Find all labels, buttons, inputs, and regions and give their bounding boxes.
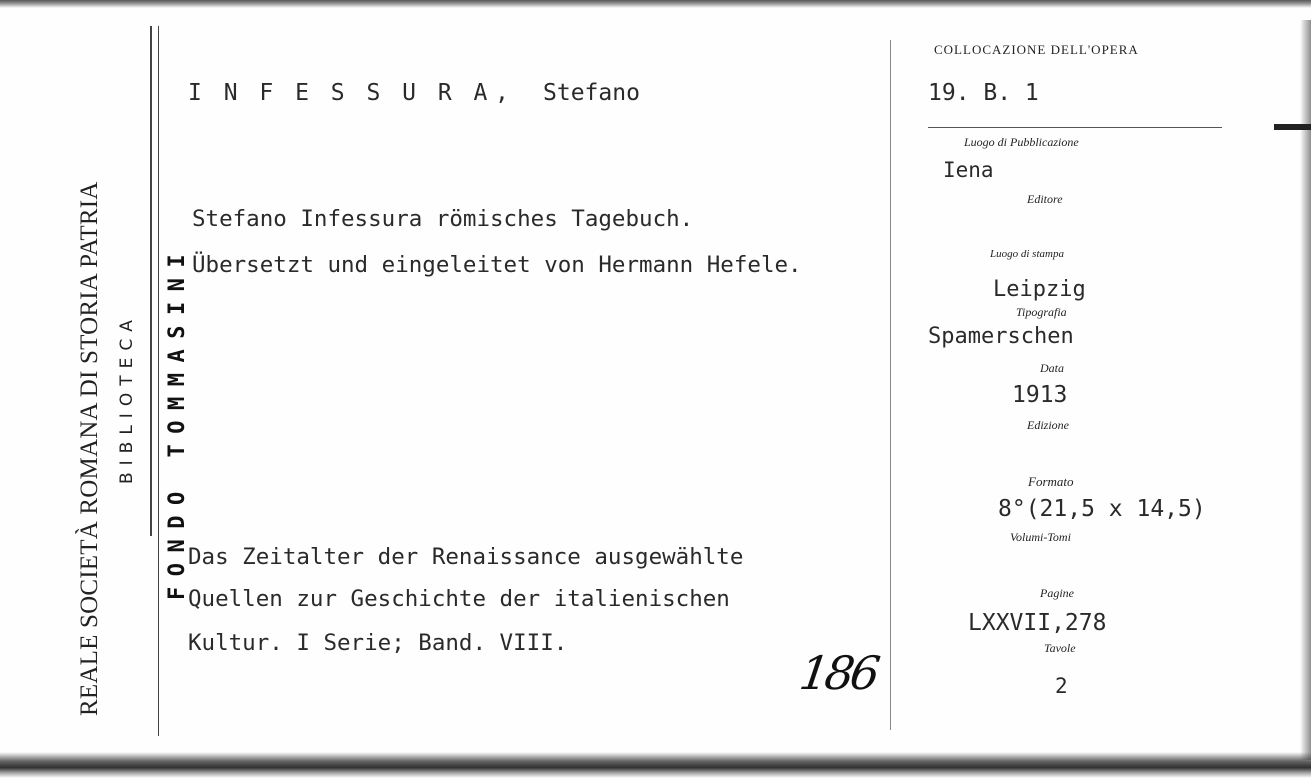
collocation-value: 19. B. 1 — [928, 80, 1039, 106]
library-name: BIBLIOTECA — [117, 313, 137, 484]
scan-edge-right — [1300, 20, 1311, 760]
pages-label: Pagine — [1040, 586, 1074, 600]
author-first-name: Stefano — [543, 80, 640, 106]
society-name: REALE SOCIETÀ ROMANA DI STORIA PATRIA — [76, 181, 103, 716]
author-comma: , — [495, 80, 509, 106]
date-value: 1913 — [1012, 382, 1068, 408]
scan-edge-bottom — [0, 752, 1311, 778]
printer-value: Spamerschen — [928, 324, 1074, 349]
edition-label: Edizione — [1027, 418, 1069, 432]
place-label: Luogo di Pubblicazione — [964, 135, 1079, 149]
series-line-3: Kultur. I Serie; Band. VIII. — [188, 630, 568, 656]
series-line-1: Das Zeitalter der Renaissance ausgewählte — [188, 544, 744, 570]
title-line-1: Stefano Infessura römisches Tagebuch. — [192, 206, 694, 232]
date-label: Data — [1040, 361, 1064, 375]
format-value: 8°(21,5 x 14,5) — [998, 496, 1206, 522]
place-value: Iena — [943, 158, 994, 182]
collocation-label: COLLOCAZIONE DELL'OPERA — [934, 42, 1139, 57]
spine-rule-right — [158, 26, 159, 736]
scan-edge-top — [0, 0, 1311, 8]
scan-mark-right — [1274, 124, 1311, 130]
collocation-rule — [928, 127, 1222, 128]
print-place-value: Leipzig — [993, 277, 1086, 302]
publisher-label: Editore — [1027, 192, 1063, 206]
series-line-2: Quellen zur Geschichte der italienischen — [188, 586, 730, 612]
print-place-label: Luogo di stampa — [990, 248, 1064, 260]
plates-label: Tavole — [1044, 641, 1076, 655]
format-label: Formato — [1028, 474, 1074, 489]
printer-label: Tipografia — [1016, 305, 1067, 319]
pages-value: LXXVII,278 — [968, 610, 1107, 636]
spine-rule-left — [150, 26, 152, 536]
fund-stamp: FONDO TOMMASINI — [165, 243, 190, 600]
plates-value: 2 — [1055, 674, 1068, 698]
author-surname: I N F E S S U R A — [188, 80, 492, 106]
meta-rule — [890, 40, 891, 730]
handwritten-number: 186 — [796, 646, 880, 700]
title-line-2: Übersetzt und eingeleitet von Hermann Hefele. — [192, 252, 802, 278]
volumes-label: Volumi-Tomi — [1010, 530, 1071, 544]
